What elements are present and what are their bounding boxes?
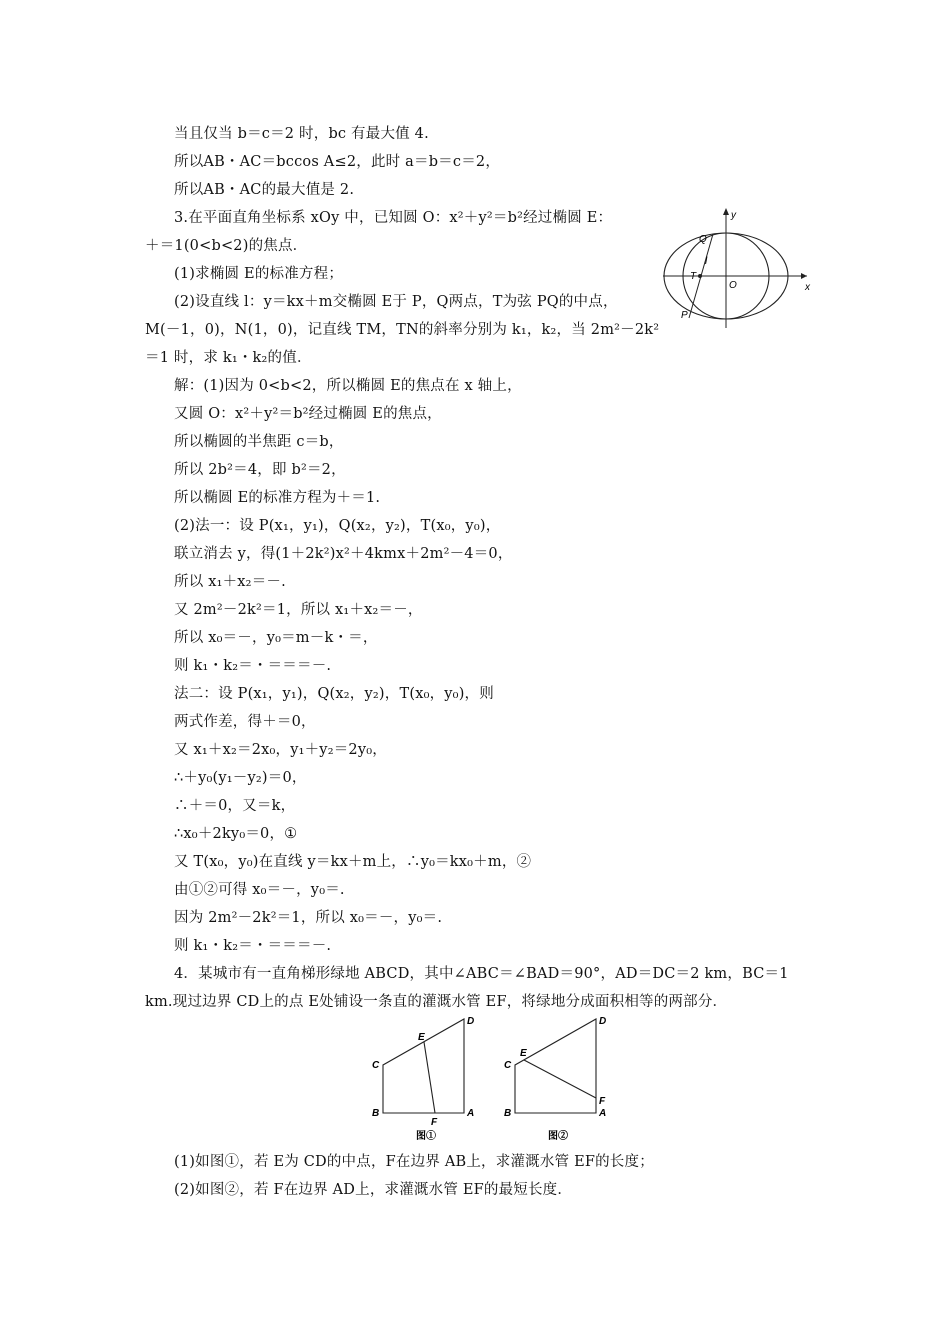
x-axis-arrow <box>801 273 807 279</box>
fig2-D-label: D <box>599 1016 607 1027</box>
text-line-16: 联立消去 y，得(1＋2k²)x²＋4kmx＋2m²－4＝0， <box>174 546 513 562</box>
fig1-B-label: B <box>372 1108 380 1119</box>
fig2-C-label: C <box>504 1060 512 1071</box>
text-line-2: 所以AB・AC＝bccos A≤2，此时 a＝b＝c＝2， <box>174 154 501 170</box>
problem-3-part-2: (2)设直线 l：y＝kx＋m交椭圆 E于 P，Q两点，T为弦 PQ的中点， <box>174 294 618 310</box>
axis-x-label: x <box>805 282 810 293</box>
origin-label: O <box>729 280 737 291</box>
text-line-28: 由①②可得 x₀＝－，y₀＝. <box>174 882 345 898</box>
trapezoid-ABCD-2 <box>515 1019 596 1113</box>
fig2-B-label: B <box>504 1108 512 1119</box>
point-Q-label: Q <box>699 234 707 245</box>
problem-4-part-1: (1)如图①，若 E为 CD的中点，F在边界 AB上，求灌溉水管 EF的长度； <box>174 1154 654 1170</box>
text-line-18: 又 2m²－2k²＝1，所以 x₁＋x₂＝－， <box>174 602 423 618</box>
fig1-A-label: A <box>467 1108 475 1119</box>
problem-4-statement: 4．某城市有一直角梯形绿地 ABCD，其中∠ABC＝∠BAD＝90°，AD＝DC＝2 km，BC＝1 <box>174 966 789 982</box>
text-line-14: 所以椭圆 E的标准方程为＋＝1. <box>174 490 381 506</box>
problem-3-part-1: (1)求椭圆 E的标准方程； <box>174 266 344 282</box>
method-1-start: (2)法一：设 P(x₁，y₁)，Q(x₂，y₂)，T(x₀，y₀)， <box>174 518 501 534</box>
text-line-13: 所以 2b²＝4，即 b²＝2， <box>174 462 346 478</box>
problem-3-statement: 3.在平面直角坐标系 xOy 中，已知圆 O：x²＋y²＝b²经过椭圆 E： <box>174 210 613 226</box>
fig1-C-label: C <box>372 1060 380 1071</box>
solution-start: 解：(1)因为 0<b<2，所以椭圆 E的焦点在 x 轴上， <box>174 378 522 394</box>
pipe-EF-1 <box>424 1042 435 1113</box>
fig2-A-label: A <box>599 1108 607 1119</box>
fig2-F-label: F <box>599 1096 606 1107</box>
method-2-start: 法二：设 P(x₁，y₁)，Q(x₂，y₂)，T(x₀，y₀)，则 <box>174 686 494 702</box>
fig2-E-label: E <box>520 1048 527 1059</box>
text-line-9: ＝1 时，求 k₁・k₂的值． <box>145 350 312 366</box>
fig2-caption: 图② <box>548 1131 568 1142</box>
text-line-5: ＋＝1(0<b<2)的焦点． <box>145 238 308 254</box>
text-line-24: ∴＋y₀(y₁－y₂)＝0， <box>174 770 307 786</box>
text-line-29: 因为 2m²－2k²＝1，所以 x₀＝－，y₀＝. <box>174 910 443 926</box>
trapezoid-figure-2 <box>498 1012 614 1148</box>
text-line-20: 则 k₁・k₂＝・＝＝＝－. <box>174 658 332 674</box>
text-line-3: 所以AB・AC的最大值是 2. <box>174 182 355 198</box>
text-line-22: 两式作差，得＋＝0， <box>174 714 316 730</box>
text-line-1: 当且仅当 b＝c＝2 时，bc 有最大值 4. <box>174 126 429 142</box>
text-line-27: 又 T(x₀，y₀)在直线 y＝kx＋m上，∴y₀＝kx₀＋m，② <box>174 854 532 870</box>
text-line-32: km.现过边界 CD上的点 E处铺设一条直的灌溉水管 EF，将绿地分成面积相等的两部分． <box>145 994 728 1010</box>
text-line-26: ∴x₀＋2ky₀＝0，① <box>174 826 298 842</box>
y-axis-arrow <box>723 208 729 215</box>
text-line-30: 则 k₁・k₂＝・＝＝＝－. <box>174 938 332 954</box>
point-P-label: P <box>681 310 688 321</box>
text-line-25: ∴＋＝0，又＝k， <box>174 798 296 814</box>
trapezoid-figure-1 <box>366 1012 482 1148</box>
point-T <box>698 274 702 278</box>
fig1-D-label: D <box>467 1016 475 1027</box>
text-line-23: 又 x₁＋x₂＝2x₀，y₁＋y₂＝2y₀， <box>174 742 387 758</box>
fig1-E-label: E <box>418 1032 425 1043</box>
point-T-label: T <box>690 271 697 282</box>
ellipse-circle-figure <box>655 200 815 330</box>
fig1-F-label: F <box>431 1117 438 1128</box>
problem-4-part-2: (2)如图②，若 F在边界 AD上，求灌溉水管 EF的最短长度． <box>174 1182 573 1198</box>
axis-y-label: y <box>731 210 736 221</box>
text-line-19: 所以 x₀＝－，y₀＝m－k・＝， <box>174 630 378 646</box>
text-line-11: 又圆 O：x²＋y²＝b²经过椭圆 E的焦点， <box>174 406 442 422</box>
text-line-8: M(－1，0)，N(1，0)，记直线 TM，TN的斜率分别为 k₁，k₂，当 2m²－2k² <box>145 322 660 338</box>
text-line-17: 所以 x₁＋x₂＝－. <box>174 574 286 590</box>
fig1-caption: 图① <box>416 1131 436 1142</box>
line-l-label: l <box>705 256 708 267</box>
text-line-12: 所以椭圆的半焦距 c＝b， <box>174 434 344 450</box>
pipe-EF-2 <box>524 1060 596 1098</box>
